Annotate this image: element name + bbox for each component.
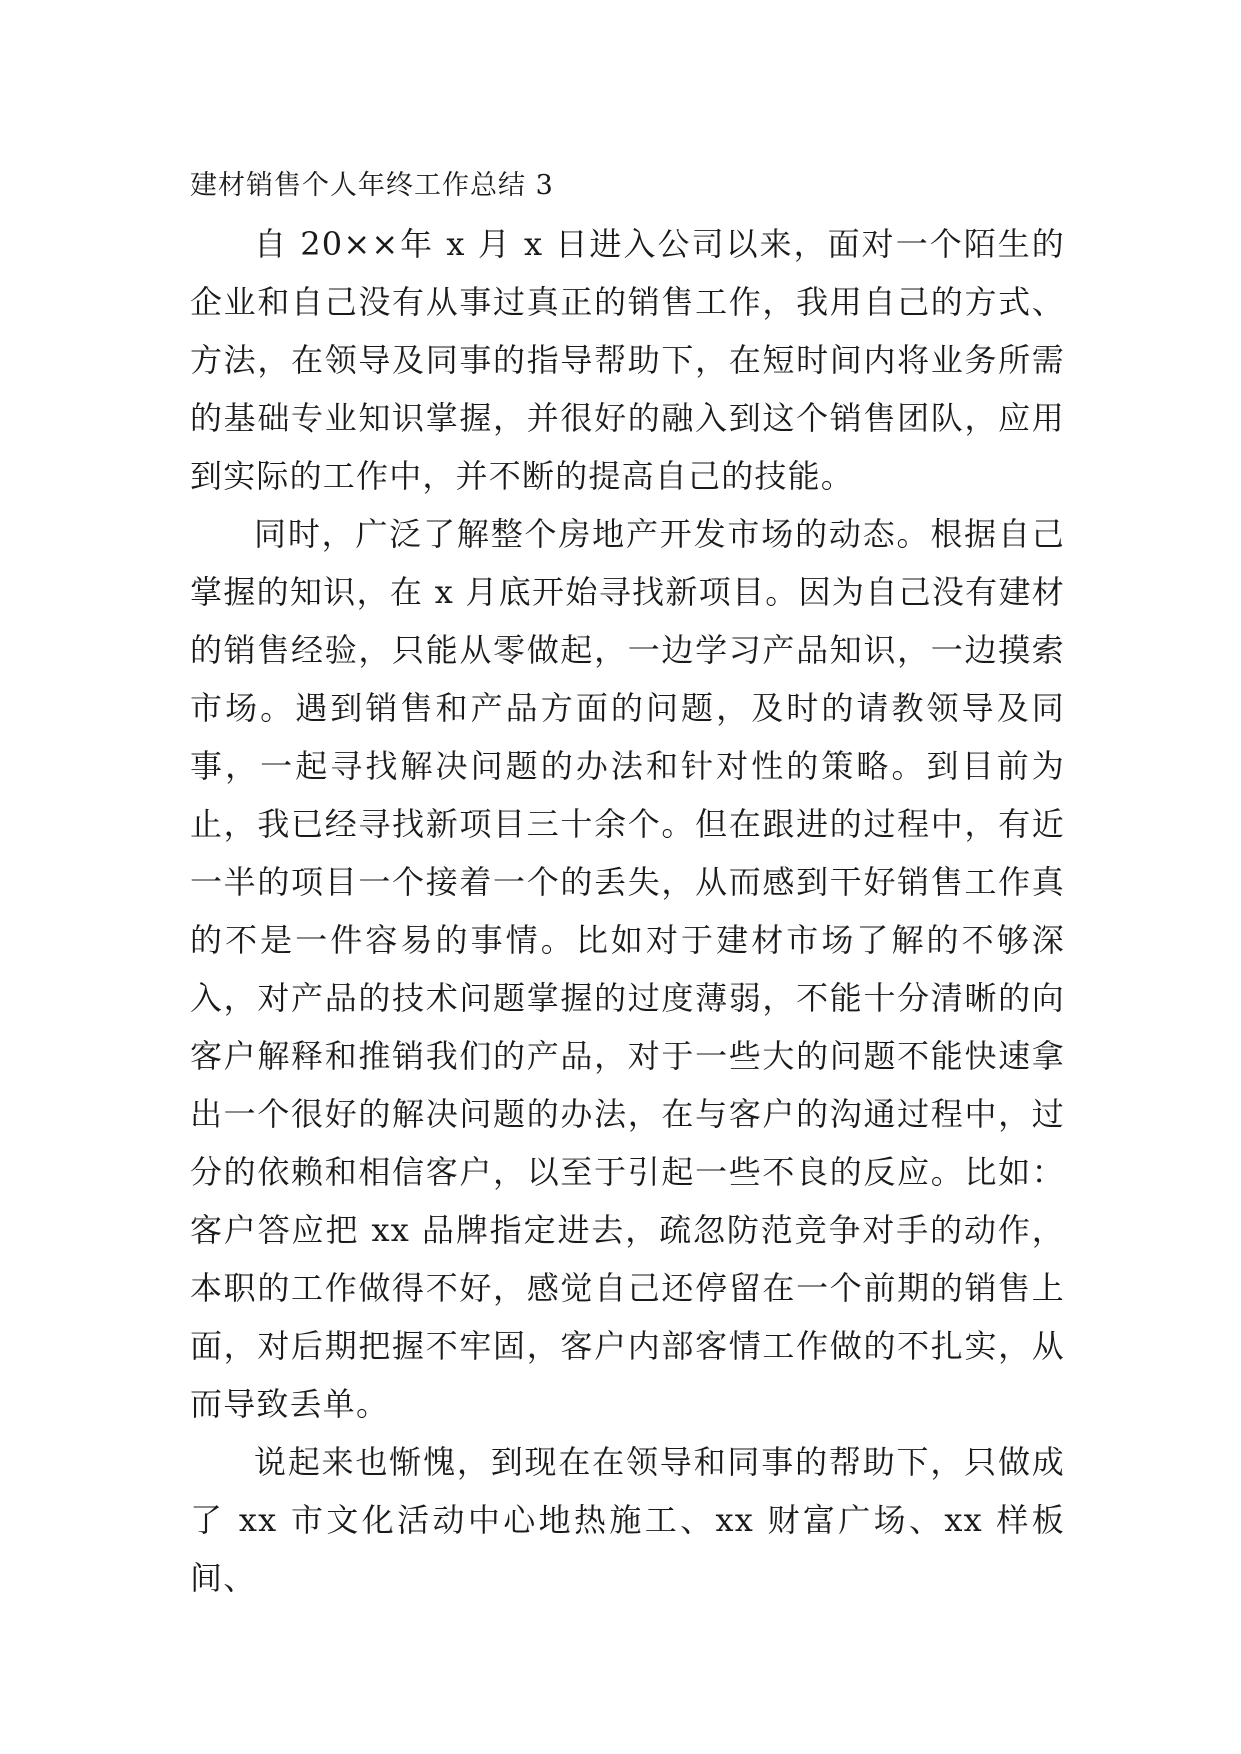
document-title: 建材销售个人年终工作总结 3 [190,170,554,201]
paragraph-2: 同时，广泛了解整个房地产开发市场的动态。根据自己掌握的知识，在 x 月底开始寻找新项目。因为自己没有建材的销售经验，只能从零做起，一边学习产品知识，一边摸索市场。遇到销售和产品方面的问题，及时的请教领导及同事，一起寻找解决问题的办法和针对性的策略。到目前为止，我已经寻找新项目三十余个。但在跟进的过程中，有近一半的项目一个接着一个的丢失，从而感到干好销售工作真的不是一件容易的事情。比如对于建材市场了解的不够深入，对产品的技术问题掌握的过度薄弱，不能十分清晰的向客户解释和推销我们的产品，对于一些大的问题不能快速拿出一个很好的解决问题的办法，在与客户的沟通过程中，过分的依赖和相信客户，以至于引起一些不良的反应。比如：客户答应把 xx 品牌指定进去，疏忽防范竞争对手的动作，本职的工作做得不好，感觉自己还停留在一个前期的销售上面，对后期把握不牢固，客户内部客情工作做的不扎实，从而导致丢单。 [190,515,1065,1423]
paragraph-1: 自 20××年 x 月 x 日进入公司以来，面对一个陌生的企业和自己没有从事过真正的销售工作，我用自己的方式、方法，在领导及同事的指导帮助下，在短时间内将业务所需的基础专业知识掌握，并很好的融入到这个销售团队，应用到实际的工作中，并不断的提高自己的技能。 [190,225,1065,495]
document-body [190,157,1065,1607]
paragraph-3: 说起来也惭愧，到现在在领导和同事的帮助下，只做成了 xx 市文化活动中心地热施工、xx 财富广场、xx 样板间、 [190,1443,1065,1597]
